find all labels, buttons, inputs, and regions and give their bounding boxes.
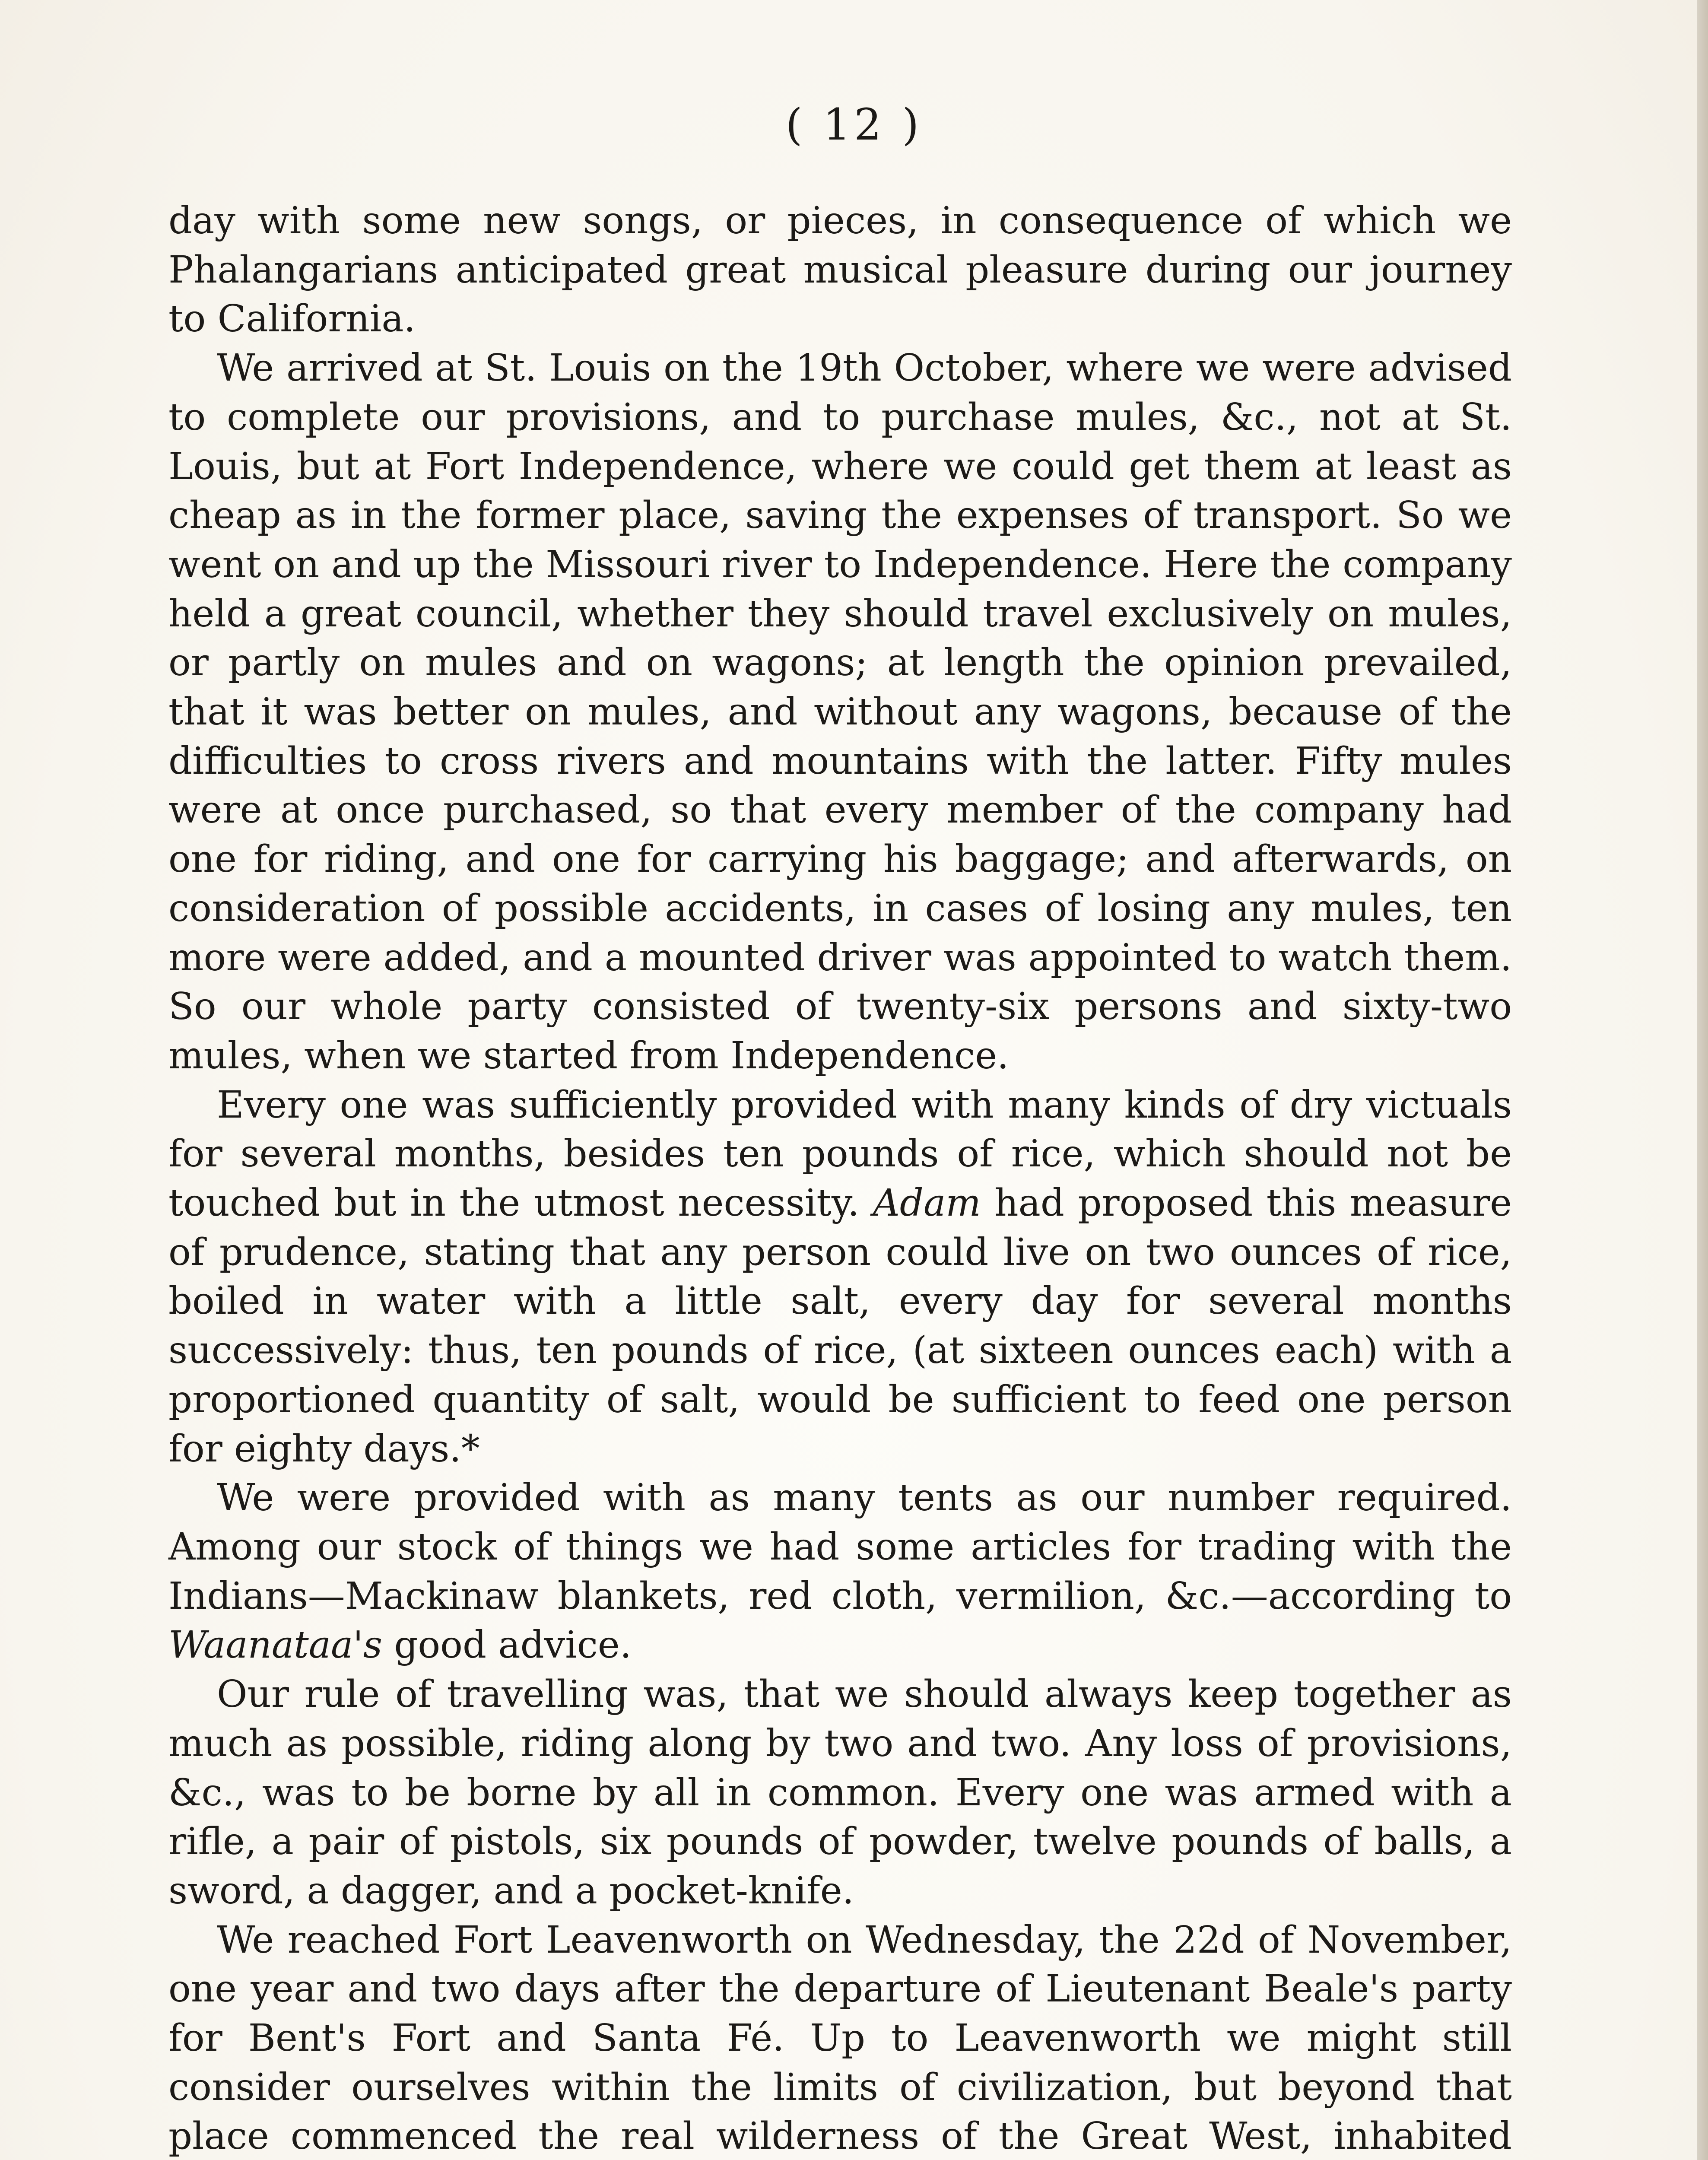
paragraph: day with some new songs, or pieces, in consequence of which we Phalangarians anticipated great musical pleasure during our journey to California. <box>168 199 1512 341</box>
text-run: We were provided with as many tents as our number required. Among our stock of things we had some articles for trading with the Indians—Mackinaw blankets, red cloth, vermilion, &c.—according to <box>168 1476 1512 1618</box>
body-text <box>168 197 1512 2160</box>
paragraph: We reached Fort Leavenworth on Wednesday, the 22d of November, one year and two days after the departure of Lieutenant Beale's party for Bent's Fort and Santa Fé. Up to Leavenworth we might still consider ourselves within the limits of civilization, but beyond that place commenced the real wilderness of the Great West, inhabited <box>168 1918 1512 2158</box>
text-run: had proposed this measure of prudence, stating that any person could live on two ounces of rice, boiled in water with a little salt, every day for several months successively: thus, ten pounds of rice, (at sixteen ounces each) with a proportioned quantity of salt, would be sufficient to feed one person for eighty days.* <box>168 1182 1512 1471</box>
page-edge <box>1697 0 1708 2160</box>
paragraph: We arrived at St. Louis on the 19th October, where we were advised to complete our provisions, and to purchase mules, &c., not at St. Louis, but at Fort Independence, where we could get them at least as cheap as in the former place, saving the expenses of transport. So we went on and up the Missouri river to Independence. Here the company held a great council, whether they should travel exclusively on mules, or partly on mules and on wagons; at length the opinion prevailed, that it was better on mules, and without any wagons, because of the difficulties to cross rivers and mountains with the latter. Fifty mules were at once purchased, so that every member of the company had one for riding, and one for carrying his baggage; and afterwards, on consideration of possible accidents, in cases of losing any mules, ten more were added, and a mounted driver was appointed to watch them. So our whole party consisted of twenty-six persons and sixty-two mules, when we started from Independence. <box>168 346 1512 1077</box>
paragraph <box>168 1474 1512 1670</box>
page-number: ( 12 ) <box>785 99 923 150</box>
italic-name: Waanataa's <box>168 1623 383 1667</box>
text-run: good advice. <box>382 1623 632 1667</box>
text-run: Every one was sufficiently provided with many kinds of dry victuals for several months, besides ten pounds of rice, which should not be touched but in the utmost necessity. <box>168 1083 1512 1225</box>
paragraph: Our rule of travelling was, that we should always keep together as much as possible, riding along by two and two. Any loss of provisions, &c., was to be borne by all in common. Every one was armed with a rifle, a pair of pistols, six pounds of powder, twelve pounds of balls, a sword, a dagger, and a pocket-knife. <box>168 1673 1512 1912</box>
paragraph <box>168 1081 1512 1474</box>
italic-name: Adam <box>873 1182 981 1225</box>
